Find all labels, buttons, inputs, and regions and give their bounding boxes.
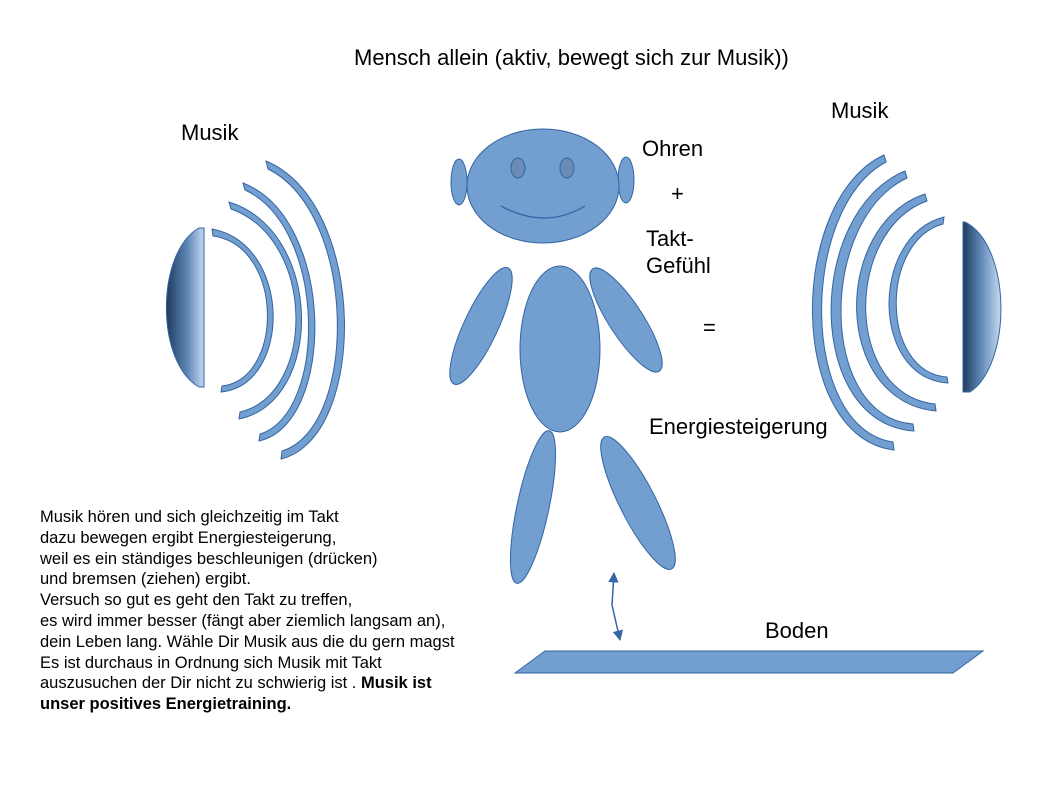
arm-left — [439, 261, 524, 391]
music-label-left: Musik — [181, 120, 239, 145]
sound-waves-left — [212, 161, 344, 459]
paragraph-line: dazu bewegen ergibt Energiesteigerung, — [40, 528, 337, 547]
speaker-left — [166, 161, 344, 459]
eye-left — [511, 158, 525, 178]
paragraph-line: Es ist durchaus in Ordnung sich Musik mit Takt — [40, 653, 382, 672]
head — [467, 129, 619, 243]
plus-label: + — [671, 181, 684, 206]
paragraph-line: Versuch so gut es geht den Takt zu treffen, — [40, 591, 353, 610]
music-label-right: Musik — [831, 98, 889, 123]
paragraph-line-9-bold: Musik ist — [360, 674, 432, 693]
eye-right — [560, 158, 574, 178]
speaker-right-dome — [963, 222, 1001, 392]
ear-right — [618, 157, 634, 203]
ear-left — [451, 159, 467, 205]
sound-wave-left-4 — [266, 161, 344, 459]
explanation-paragraph — [40, 507, 520, 715]
energy-label: Energiesteigerung — [649, 414, 828, 439]
paragraph-line: und bremsen (ziehen) ergibt. — [40, 570, 251, 589]
sound-wave-right-4 — [812, 155, 894, 450]
speaker-left-dome — [166, 228, 204, 387]
distance-arrow — [612, 573, 620, 640]
paragraph-line: es wird immer besser (fängt aber ziemlich langsam an), — [40, 611, 446, 630]
rhythm-label-line2: Gefühl — [646, 253, 711, 278]
paragraph-line: dein Leben lang. Wähle Dir Musik aus die du gern magst — [40, 632, 455, 651]
sound-waves-right — [812, 155, 948, 450]
equals-label: = — [703, 315, 716, 340]
paragraph-line: Musik hören und sich gleichzeitig im Takt — [40, 508, 339, 526]
leg-right — [588, 429, 687, 577]
distance-arrow-line — [612, 573, 614, 605]
paragraph-line: weil es ein ständiges beschleunigen (drücken) — [40, 549, 378, 568]
paragraph-line-9-plain: auszusuchen der Dir nicht zu schwierig ist . — [40, 674, 361, 693]
sound-wave-left-1 — [212, 229, 273, 392]
paragraph-line-9 — [40, 673, 520, 694]
torso — [520, 266, 600, 432]
page-title: Mensch allein (aktiv, bewegt sich zur Musik)) — [354, 45, 789, 70]
paragraph-line-10 — [40, 694, 520, 715]
speaker-right — [812, 155, 1000, 450]
distance-arrow-line-down — [612, 605, 620, 640]
sound-wave-right-1 — [889, 217, 948, 383]
paragraph-line-10-bold: unser positives Energietraining. — [40, 695, 292, 714]
floor-plank — [515, 651, 983, 673]
ears-label: Ohren — [642, 136, 704, 161]
rhythm-label-line1: Takt- — [646, 226, 694, 251]
floor-label: Boden — [765, 618, 829, 643]
